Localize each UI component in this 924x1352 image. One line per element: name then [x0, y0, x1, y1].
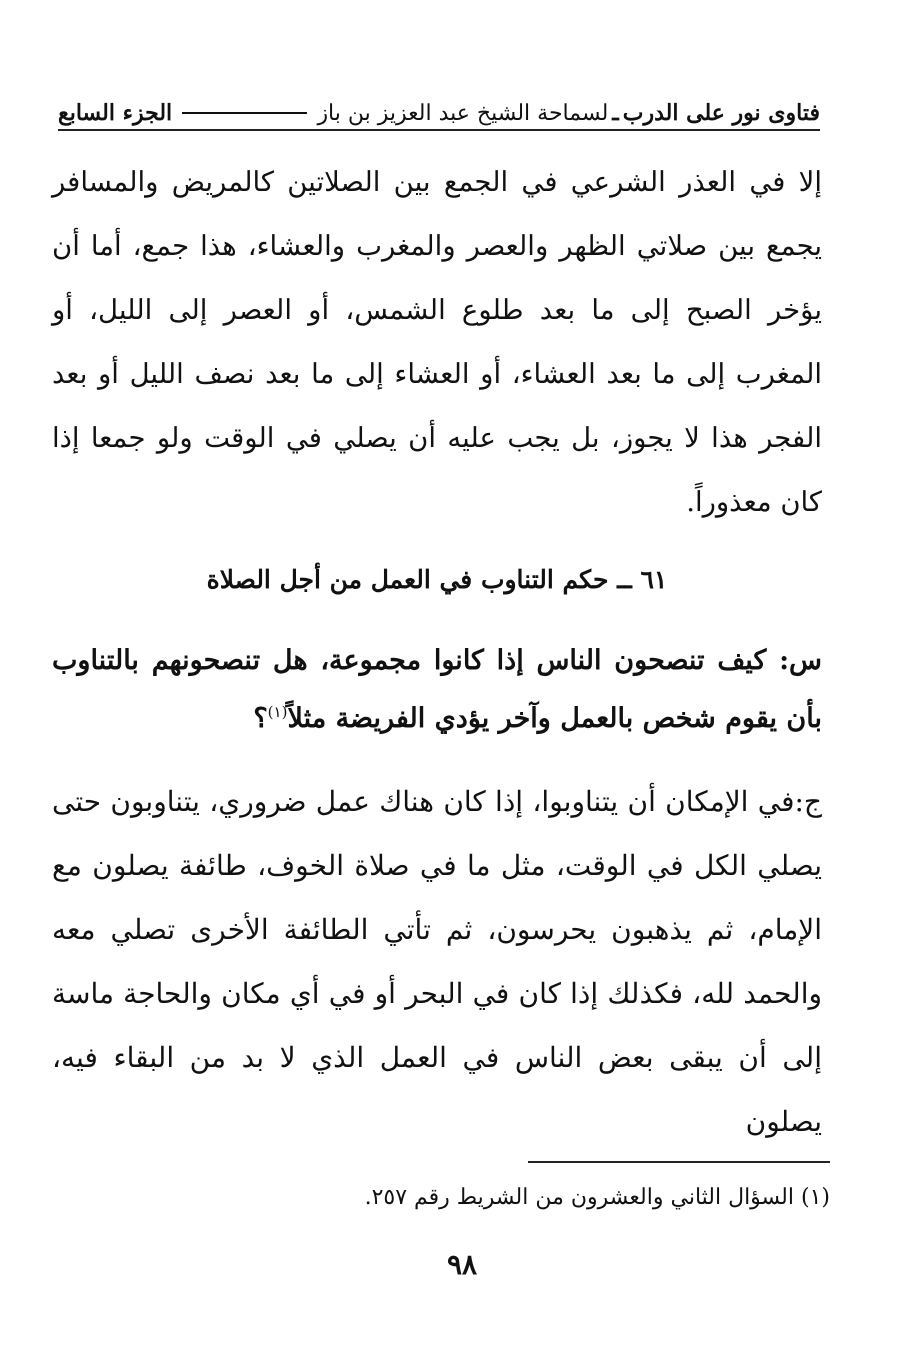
header-rule: [58, 129, 820, 131]
author-name: لسماحة الشيخ عبد العزيز بن باز: [317, 101, 609, 126]
section-heading: ٦١ ــ حكم التناوب في العمل من أجل الصلاة: [206, 565, 668, 594]
running-header: [58, 86, 820, 126]
question-mark: ؟: [253, 703, 268, 734]
footnote: (١) السؤال الثاني والعشرون من الشريط رقم ٢٥٧.: [364, 1185, 830, 1210]
book-title: فتاوى نور على الدرب: [622, 100, 820, 126]
footnote-reference[interactable]: (١): [267, 703, 288, 721]
question-text: س: كيف تنصحون الناس إذا كانوا مجموعة، هل تنصحونهم بالتناوب بأن يقوم شخص بالعمل وآخر يؤدي الفريضة مثلاً: [52, 645, 822, 734]
question-block: [52, 632, 822, 748]
answer-block: [52, 770, 822, 1154]
opening-paragraph: [52, 150, 822, 534]
footnote-rule: [528, 1161, 830, 1163]
answer-text: ج:في الإمكان أن يتناوبوا، إذا كان هناك عمل ضروري، يتناوبون حتى يصلي الكل في الوقت، مثل ما في صلاة الخوف، طائفة يصلون مع الإمام، ثم يذهبون يحرسون، ثم تأتي الطائفة الأخرى تصلي معه والحمد لله، فكذلك إذا كان في البحر أو في أي مكان والحاجة ماسة إلى أن يبقى بعض الناس في العمل الذي لا بد من البقاء فيه، يصلون: [52, 785, 822, 1138]
volume-part: الجزء السابع: [58, 100, 173, 126]
opening-paragraph-text: إلا في العذر الشرعي في الجمع بين الصلاتين كالمريض والمسافر يجمع بين صلاتي الظهر والعصر والمغرب والعشاء، هذا جمع، أما أن يؤخر الصبح إلى ما بعد طلوع الشمس، أو العصر إلى الليل، أو المغرب إلى ما بعد العشاء، أو العشاء إلى ما بعد نصف الليل أو بعد الفجر هذا لا يجوز، بل يجب عليه أن يصلي في الوقت ولو جمعا إذا كان معذوراً.: [52, 166, 822, 518]
header-separator: ـ: [612, 100, 619, 126]
page-number: ٩٨: [446, 1248, 478, 1281]
header-dash-line: [182, 112, 307, 114]
